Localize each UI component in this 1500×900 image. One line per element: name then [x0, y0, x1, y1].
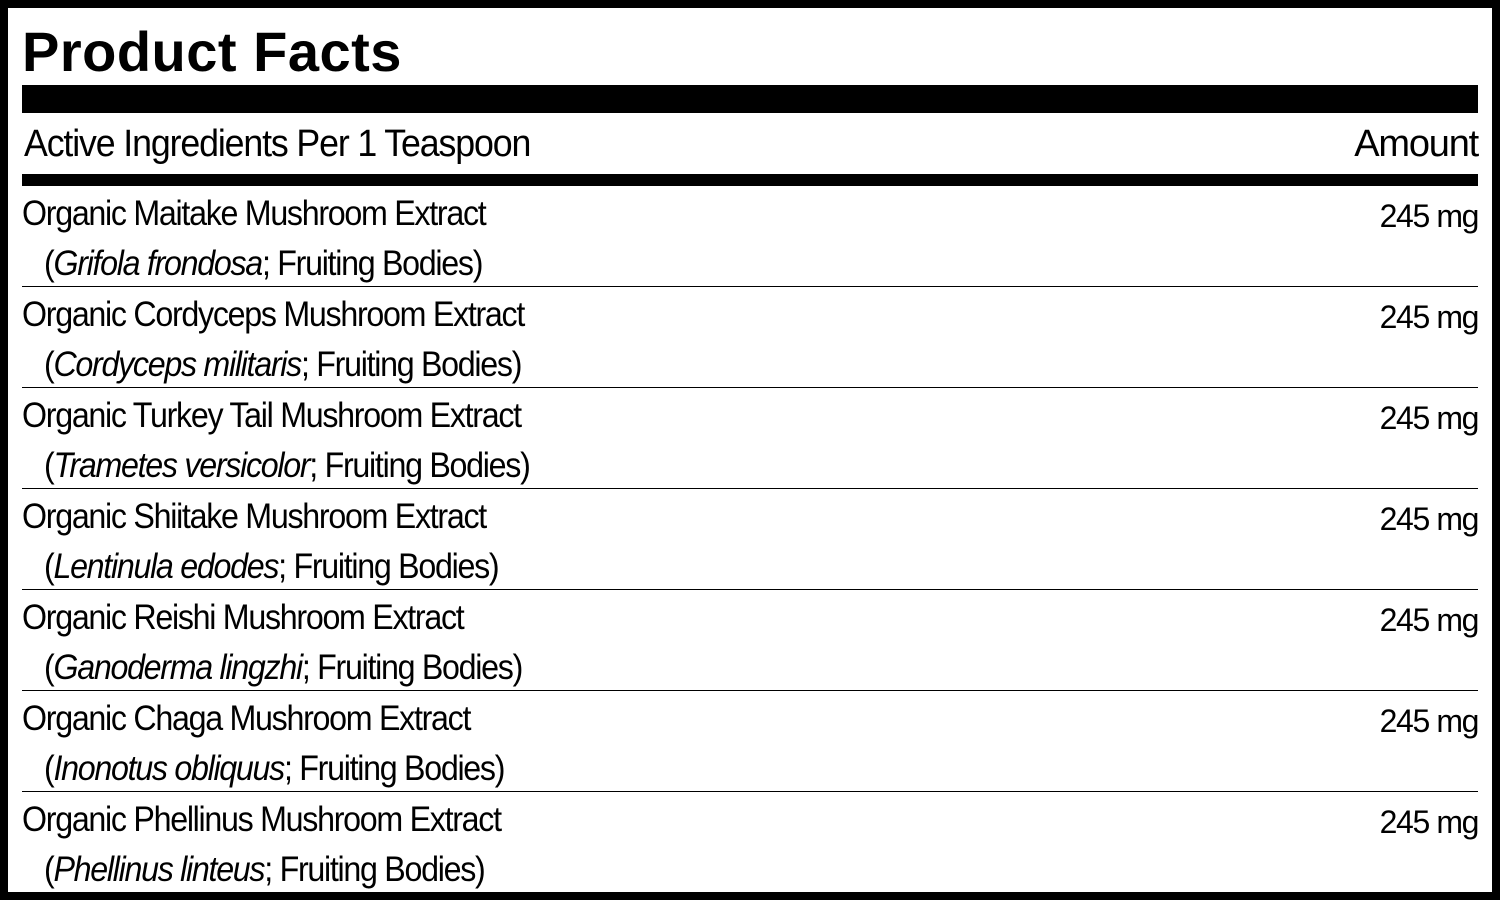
table-row	[22, 691, 1478, 792]
ingredient-source: (Lentinula edodes; Fruiting Bodies)	[44, 547, 499, 586]
header-divider-bar	[22, 174, 1478, 186]
ingredient-species: Grifola frondosa	[53, 244, 262, 283]
table-row	[22, 388, 1478, 489]
ingredient-species: Trametes versicolor	[53, 446, 310, 485]
table-row	[22, 186, 1478, 287]
ingredient-species: Phellinus linteus	[53, 850, 265, 889]
table-header	[22, 116, 1478, 174]
ingredients-table	[22, 186, 1478, 893]
ingredient-source: (Inonotus obliquus; Fruiting Bodies)	[44, 749, 505, 788]
page-title: Product Facts	[22, 20, 402, 83]
ingredient-name: Organic Maitake Mushroom Extract	[22, 194, 486, 233]
ingredient-part: ; Fruiting Bodies)	[283, 749, 505, 788]
ingredient-part: ; Fruiting Bodies)	[261, 244, 483, 283]
ingredient-source: (Trametes versicolor; Fruiting Bodies)	[44, 446, 530, 485]
ingredient-species: Inonotus obliquus	[53, 749, 284, 788]
ingredient-source: (Cordyceps militaris; Fruiting Bodies)	[44, 345, 522, 384]
ingredients-column-header: Active Ingredients Per 1 Teaspoon	[24, 123, 531, 165]
ingredient-name: Organic Shiitake Mushroom Extract	[22, 497, 486, 536]
ingredient-species: Cordyceps militaris	[53, 345, 301, 384]
ingredient-amount: 245 mg	[1379, 299, 1478, 335]
ingredient-name: Organic Turkey Tail Mushroom Extract	[22, 396, 521, 435]
ingredient-part: ; Fruiting Bodies)	[301, 648, 523, 687]
ingredient-amount: 245 mg	[1379, 602, 1478, 638]
ingredient-part: ; Fruiting Bodies)	[300, 345, 522, 384]
ingredient-name: Organic Chaga Mushroom Extract	[22, 699, 471, 738]
top-divider-bar	[22, 85, 1478, 113]
ingredient-source: (Grifola frondosa; Fruiting Bodies)	[44, 244, 483, 283]
ingredient-source: (Ganoderma lingzhi; Fruiting Bodies)	[44, 648, 523, 687]
table-row	[22, 792, 1478, 893]
table-row	[22, 489, 1478, 590]
ingredient-species: Ganoderma lingzhi	[53, 648, 302, 687]
ingredient-amount: 245 mg	[1379, 804, 1478, 840]
ingredient-species: Lentinula edodes	[53, 547, 279, 586]
ingredient-source: (Phellinus linteus; Fruiting Bodies)	[44, 850, 485, 889]
ingredient-name: Organic Phellinus Mushroom Extract	[22, 800, 501, 839]
ingredient-part: ; Fruiting Bodies)	[278, 547, 499, 586]
table-row	[22, 287, 1478, 388]
ingredient-amount: 245 mg	[1379, 501, 1478, 537]
amount-column-header: Amount	[1354, 123, 1478, 165]
ingredient-part: ; Fruiting Bodies)	[264, 850, 485, 889]
ingredient-part: ; Fruiting Bodies)	[309, 446, 530, 485]
ingredient-amount: 245 mg	[1379, 198, 1478, 234]
ingredient-name: Organic Cordyceps Mushroom Extract	[22, 295, 525, 334]
ingredient-name: Organic Reishi Mushroom Extract	[22, 598, 464, 637]
ingredient-amount: 245 mg	[1379, 400, 1478, 436]
table-row	[22, 590, 1478, 691]
ingredient-amount: 245 mg	[1379, 703, 1478, 739]
